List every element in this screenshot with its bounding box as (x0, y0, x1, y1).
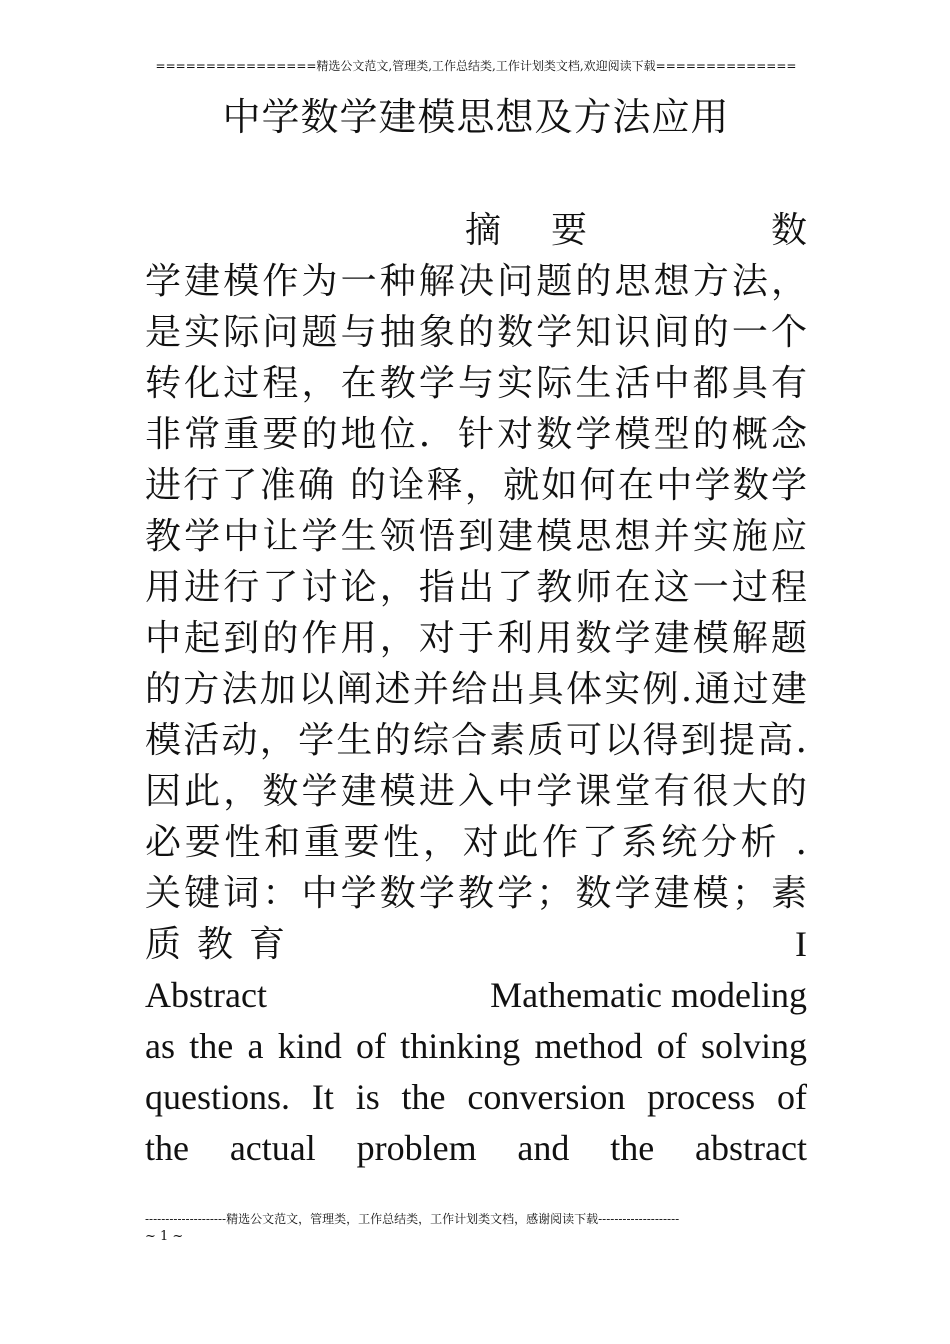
page-number: ~ 1 ~ (145, 1229, 184, 1244)
abstract-en-line: the actual problem and the abstract (145, 1128, 807, 1168)
abstract-cn-line: 用进行了讨论，指出了教师在这一过程 (145, 567, 807, 608)
header-banner: ================精选公文范文,管理类,工作总结类,工作计划类文档,欢迎阅读下载============== (155, 59, 797, 73)
abstract-en-line: as the a kind of thinking method of solving (145, 1026, 807, 1066)
abstract-cn-line: 中起到的作用，对于利用数学建模解题 (145, 618, 807, 659)
abstract-cn-line: 教学中让学生领悟到建模思想并实施应 (145, 516, 807, 557)
abstract-cn-line: 学建模作为一种解决问题的思想方法， (145, 261, 807, 302)
abstract-cn-first-char: 数 (770, 210, 807, 251)
abstract-cn-line: 因此，数学建模进入中学课堂有很大的 (145, 771, 807, 812)
abstract-cn-line: 必要性和重要性，对此作了系统分析 . (145, 822, 807, 863)
abstract-en-heading-row (145, 970, 807, 1021)
abstract-en-first-words: Mathematic modeling (490, 975, 807, 1015)
keywords-tail-row (145, 919, 807, 970)
document-title: 中学数学建模思想及方法应用 (222, 95, 730, 139)
abstract-cn-line: 模活动，学生的综合素质可以得到提高. (145, 720, 807, 761)
abstract-cn-line: 进行了准确 的诠释，就如何在中学数学 (145, 465, 807, 506)
keywords-line: 关键词：中学数学教学；数学建模；素 (145, 873, 807, 914)
document-body (145, 205, 807, 1174)
abstract-cn-heading-row (145, 205, 807, 256)
abstract-en-heading: Abstract (145, 975, 267, 1015)
abstract-cn-line: 是实际问题与抽象的数学知识间的一个 (145, 312, 807, 353)
footer-banner: --------------------精选公文范文，管理类，工作总结类，工作计划类文档，感谢阅读下载-------------------- (145, 1212, 680, 1226)
abstract-cn-heading: 摘要 (465, 210, 638, 251)
abstract-cn-line: 的方法加以阐述并给出具体实例.通过建 (145, 669, 807, 710)
abstract-cn-line: 转化过程，在教学与实际生活中都具有 (145, 363, 807, 404)
abstract-cn-line: 非常重要的地位．针对数学模型的概念 (145, 414, 807, 455)
abstract-en-line: questions. It is the conversion process of (145, 1077, 807, 1117)
keywords-tail: 质教育 (145, 924, 302, 965)
roman-page-number: I (795, 924, 807, 964)
